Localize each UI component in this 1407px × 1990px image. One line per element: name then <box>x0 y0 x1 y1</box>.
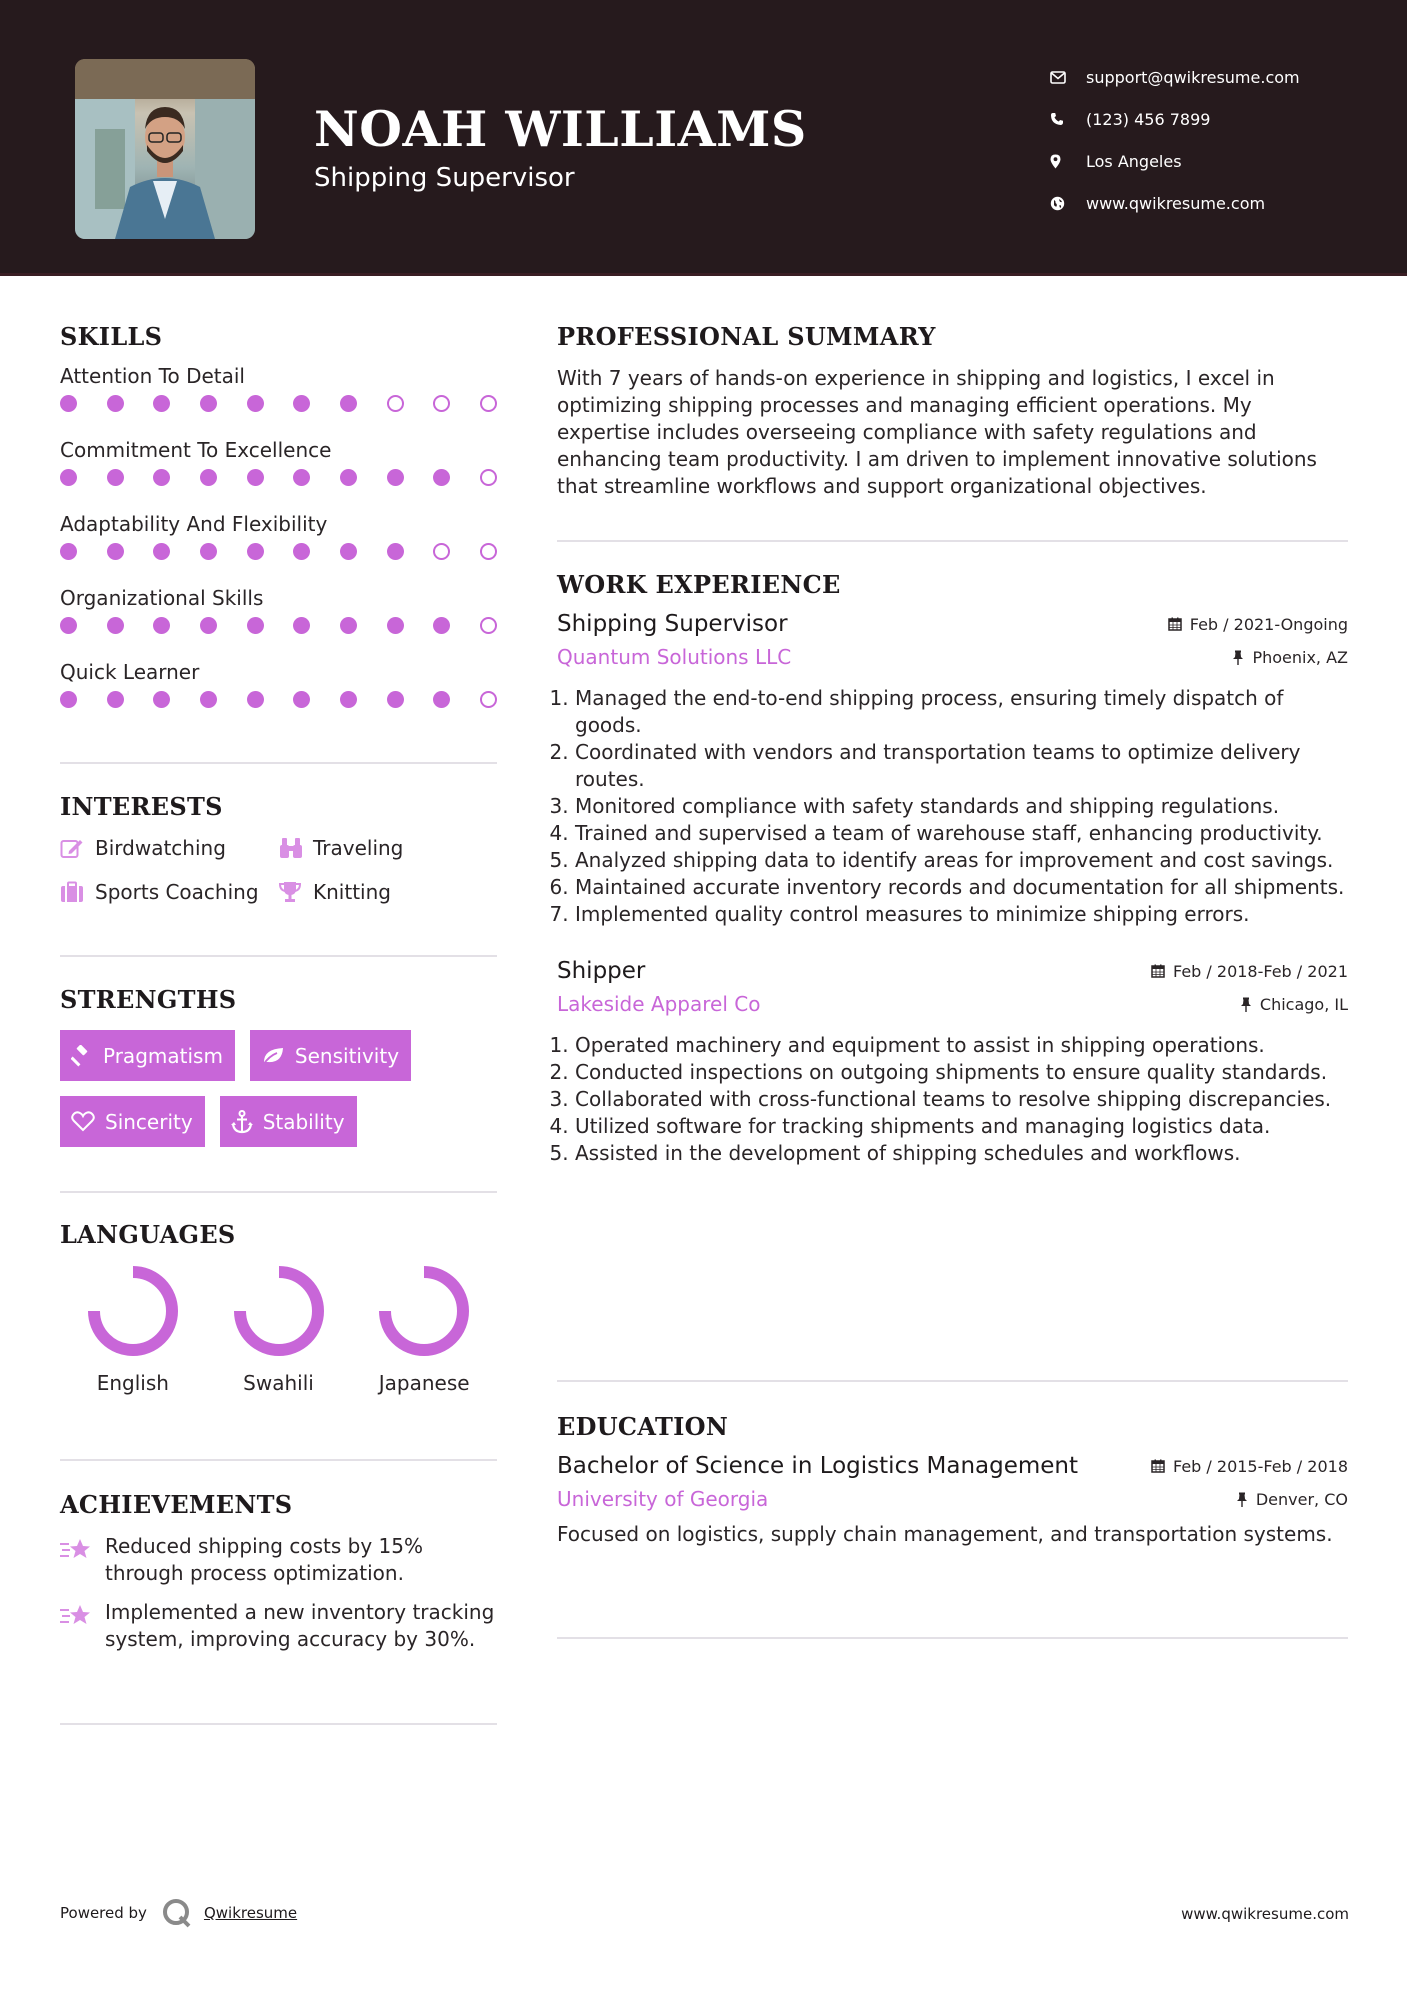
skill-dot-filled <box>153 395 170 412</box>
globe-icon <box>1050 196 1086 211</box>
interest-item <box>60 833 278 863</box>
heart-icon <box>71 1111 95 1132</box>
achievement-item <box>60 1599 497 1653</box>
task-item: 3. Monitored compliance with safety standards and shipping regulations. <box>575 793 1348 820</box>
education-section <box>557 1412 1348 1548</box>
language-progress-ring <box>378 1265 470 1357</box>
achievements-list <box>60 1533 497 1653</box>
education-location <box>1236 1490 1348 1509</box>
skill-dot-filled <box>153 543 170 560</box>
skill-name: Adaptability And Flexibility <box>60 512 328 536</box>
skill-dot-filled <box>247 469 264 486</box>
skill-dot-filled <box>153 617 170 634</box>
summary-text: With 7 years of hands-on experience in shipping and logistics, I excel in optimizing shipping processes and managing efficient operations. My expertise includes overseeing compliance with safety regulations and enhancing team productivity. I am driven to implement innovative solutions that streamline workflows and support organizational objectives. <box>557 366 1317 498</box>
skill-dot-filled <box>340 543 357 560</box>
skill-dot-empty <box>433 543 450 560</box>
skill-dot-filled <box>340 617 357 634</box>
contact-location <box>1050 140 1300 182</box>
job-dates-text: Feb / 2018-Feb / 2021 <box>1173 961 1348 981</box>
contact-list <box>1050 56 1300 224</box>
footer-url[interactable]: www.qwikresume.com <box>1181 1905 1349 1923</box>
skill-dot-filled <box>200 691 217 708</box>
skill-dot-filled <box>60 691 77 708</box>
education-dates <box>1151 1457 1348 1476</box>
skill-dot-filled <box>247 691 264 708</box>
language-name: Swahili <box>243 1371 314 1395</box>
language-progress-ring <box>233 1265 325 1357</box>
skill-dot-filled <box>247 617 264 634</box>
strength-chip <box>250 1030 411 1081</box>
skill-dot-filled <box>340 691 357 708</box>
section-divider <box>60 762 497 764</box>
skill-dot-filled <box>107 395 124 412</box>
skill-dot-filled <box>200 617 217 634</box>
skill-rating <box>60 467 497 507</box>
skill-dot-filled <box>340 469 357 486</box>
achievement-text: Implemented a new inventory tracking system, improving accuracy by 30%. <box>105 1600 495 1651</box>
section-divider <box>60 1191 497 1193</box>
skill-dot-empty <box>433 395 450 412</box>
achievements-heading: ACHIEVEMENTS <box>60 1490 293 1519</box>
contact-phone-text: (123) 456 7899 <box>1086 109 1211 129</box>
interest-item <box>278 833 497 863</box>
interests-section <box>60 792 497 907</box>
education-dates-text: Feb / 2015-Feb / 2018 <box>1173 1456 1348 1476</box>
job-title: Shipper <box>557 958 646 984</box>
pushpin-icon <box>1232 650 1244 665</box>
skill-dot-empty <box>480 617 497 634</box>
task-item: 5. Analyzed shipping data to identify areas for improvement and cost savings. <box>575 847 1348 874</box>
calendar-icon <box>1168 617 1182 631</box>
achievement-text: Reduced shipping costs by 15% through process optimization. <box>105 1534 423 1585</box>
interest-label: Knitting <box>313 880 391 904</box>
skills-list <box>60 359 497 729</box>
languages-heading: LANGUAGES <box>60 1220 236 1249</box>
skill-dot-empty <box>387 395 404 412</box>
language-progress-arc <box>94 1272 172 1350</box>
interest-label: Sports Coaching <box>95 880 259 904</box>
company-name: Lakeside Apparel Co <box>557 992 761 1016</box>
map-marker-icon <box>1050 154 1086 169</box>
pushpin-icon <box>1236 1492 1248 1507</box>
powered-by-text: Powered by <box>60 1904 147 1922</box>
skill-dot-filled <box>60 469 77 486</box>
skill-name: Quick Learner <box>60 660 200 684</box>
strength-label: Pragmatism <box>103 1043 223 1068</box>
candidate-name: NOAH WILLIAMS <box>314 100 807 158</box>
strength-label: Stability <box>262 1109 345 1134</box>
interest-label: Birdwatching <box>95 836 226 860</box>
job-title: Shipping Supervisor <box>557 611 788 637</box>
skill-dot-filled <box>60 395 77 412</box>
envelope-icon <box>1050 71 1086 84</box>
strengths-section <box>60 985 497 1147</box>
language-item <box>351 1265 497 1395</box>
task-item: 2. Conducted inspections on outgoing shipments to ensure quality standards. <box>575 1059 1348 1086</box>
skill-dot-filled <box>433 691 450 708</box>
leaf-icon <box>261 1046 285 1066</box>
strength-label: Sensitivity <box>294 1043 400 1068</box>
skill-dot-filled <box>387 469 404 486</box>
profile-photo <box>75 59 255 239</box>
section-divider <box>60 1723 497 1725</box>
school-name: University of Georgia <box>557 1487 769 1511</box>
skill-dot-filled <box>433 469 450 486</box>
job-dates-text: Feb / 2021-Ongoing <box>1189 614 1348 634</box>
section-divider <box>557 540 1348 542</box>
contact-website-text: www.qwikresume.com <box>1086 193 1266 213</box>
skill-dot-filled <box>293 395 310 412</box>
skill-rating <box>60 393 497 433</box>
task-item: 7. Implemented quality control measures to minimize shipping errors. <box>575 901 1348 928</box>
skill-dot-filled <box>60 617 77 634</box>
skill-dot-filled <box>107 691 124 708</box>
section-divider <box>557 1637 1348 1639</box>
skill-dot-filled <box>107 617 124 634</box>
languages-section <box>60 1220 497 1395</box>
footer-powered-by <box>60 1898 297 1928</box>
shooting-star-icon <box>60 1533 105 1587</box>
skill-dot-filled <box>153 691 170 708</box>
skill-dot-filled <box>107 469 124 486</box>
profile-photo-image <box>75 59 255 239</box>
skill-dot-filled <box>247 543 264 560</box>
strength-label: Sincerity <box>105 1109 193 1134</box>
strength-chip <box>60 1096 205 1147</box>
interest-item <box>60 877 278 907</box>
skill-dot-filled <box>293 691 310 708</box>
task-item: 1. Managed the end-to-end shipping process, ensuring timely dispatch of goods. <box>575 685 1348 739</box>
task-item: 4. Utilized software for tracking shipments and managing logistics data. <box>575 1113 1348 1140</box>
skill-dot-filled <box>387 543 404 560</box>
job-header <box>557 958 1348 984</box>
contact-email-text: support@qwikresume.com <box>1086 67 1300 87</box>
skill-dot-filled <box>293 617 310 634</box>
calendar-icon <box>1151 964 1165 978</box>
language-progress-ring <box>87 1265 179 1357</box>
education-subheader <box>557 1487 1348 1511</box>
language-progress-arc <box>240 1272 318 1350</box>
education-heading: EDUCATION <box>557 1412 729 1441</box>
language-progress-arc <box>385 1272 463 1350</box>
skill-dot-filled <box>387 617 404 634</box>
job-location <box>1240 995 1348 1014</box>
job-tasks <box>557 1032 1348 1167</box>
skill-name: Commitment To Excellence <box>60 438 332 462</box>
edit-icon <box>60 837 95 859</box>
language-name: Japanese <box>378 1371 470 1395</box>
skills-heading: SKILLS <box>60 322 163 351</box>
skill-dot-empty <box>480 691 497 708</box>
skill-rating <box>60 541 497 581</box>
calendar-icon <box>1151 1459 1165 1473</box>
gavel-icon <box>71 1045 93 1067</box>
brand-link[interactable]: Qwikresume <box>203 1904 298 1922</box>
skill-dot-filled <box>200 469 217 486</box>
task-item: 1. Operated machinery and equipment to assist in shipping operations. <box>575 1032 1348 1059</box>
trophy-icon <box>278 881 313 903</box>
job-header <box>557 611 1348 637</box>
candidate-title: Shipping Supervisor <box>314 163 575 193</box>
achievement-item <box>60 1533 497 1587</box>
experience-heading: WORK EXPERIENCE <box>557 570 841 599</box>
job-dates <box>1168 615 1348 634</box>
phone-icon <box>1050 112 1086 126</box>
contact-website[interactable] <box>1050 182 1300 224</box>
summary-section <box>557 322 1348 500</box>
qwikresume-logo-icon <box>162 1898 192 1928</box>
pushpin-icon <box>1240 997 1252 1012</box>
job-tasks <box>557 685 1348 928</box>
degree-title: Bachelor of Science in Logistics Management <box>557 1453 1079 1479</box>
task-item: 4. Trained and supervised a team of warehouse staff, enhancing productivity. <box>575 820 1348 847</box>
skill-dot-filled <box>293 543 310 560</box>
strengths-heading: STRENGTHS <box>60 985 237 1014</box>
language-name: English <box>96 1371 169 1395</box>
skill-dot-filled <box>247 395 264 412</box>
interests-heading: INTERESTS <box>60 792 223 821</box>
skill-dot-filled <box>387 691 404 708</box>
skill-dot-filled <box>433 617 450 634</box>
section-divider <box>557 1380 1348 1382</box>
skills-section <box>60 322 497 729</box>
skill-dot-empty <box>480 543 497 560</box>
job-subheader <box>557 992 1348 1016</box>
suitcase-icon <box>60 881 95 903</box>
contact-location-text: Los Angeles <box>1086 151 1182 171</box>
job-dates <box>1151 962 1348 981</box>
skill-dot-filled <box>293 469 310 486</box>
summary-heading: PROFESSIONAL SUMMARY <box>557 322 936 351</box>
job-location <box>1232 648 1348 667</box>
interests-list <box>60 833 497 907</box>
job-entry <box>557 958 1348 1167</box>
skill-rating <box>60 689 497 729</box>
job-location-text: Phoenix, AZ <box>1252 647 1348 667</box>
section-divider <box>60 1459 497 1461</box>
job-entry <box>557 611 1348 928</box>
strength-chip <box>60 1030 235 1081</box>
interest-label: Traveling <box>313 836 404 860</box>
resume-header <box>0 0 1407 276</box>
education-description: Focused on logistics, supply chain management, and transportation systems. <box>557 1522 1333 1546</box>
skill-dot-filled <box>200 543 217 560</box>
language-item <box>60 1265 206 1395</box>
achievements-section <box>60 1490 497 1665</box>
job-subheader <box>557 645 1348 669</box>
skill-rating <box>60 615 497 655</box>
strength-chip <box>220 1096 357 1147</box>
task-item: 3. Collaborated with cross-functional teams to resolve shipping discrepancies. <box>575 1086 1348 1113</box>
section-divider <box>60 955 497 957</box>
binoculars-icon <box>278 837 313 859</box>
strengths-list <box>60 1030 497 1147</box>
language-item <box>206 1265 352 1395</box>
anchor-icon <box>231 1110 253 1134</box>
shooting-star-icon <box>60 1599 105 1653</box>
task-item: 2. Coordinated with vendors and transportation teams to optimize delivery routes. <box>575 739 1348 793</box>
task-item: 6. Maintained accurate inventory records and documentation for all shipments. <box>575 874 1348 901</box>
interest-item <box>278 877 497 907</box>
skill-dot-empty <box>480 469 497 486</box>
skill-dot-filled <box>200 395 217 412</box>
contact-email[interactable] <box>1050 56 1300 98</box>
contact-phone[interactable] <box>1050 98 1300 140</box>
skill-dot-filled <box>340 395 357 412</box>
task-item: 5. Assisted in the development of shipping schedules and workflows. <box>575 1140 1348 1167</box>
languages-list <box>60 1265 497 1395</box>
skill-dot-filled <box>60 543 77 560</box>
skill-dot-empty <box>480 395 497 412</box>
education-header <box>557 1453 1348 1479</box>
skill-dot-filled <box>107 543 124 560</box>
job-location-text: Chicago, IL <box>1259 994 1348 1014</box>
education-location-text: Denver, CO <box>1255 1489 1348 1509</box>
skill-dot-filled <box>153 469 170 486</box>
experience-section <box>557 570 1348 1167</box>
skill-name: Organizational Skills <box>60 586 264 610</box>
company-name: Quantum Solutions LLC <box>557 645 792 669</box>
skill-name: Attention To Detail <box>60 364 245 388</box>
